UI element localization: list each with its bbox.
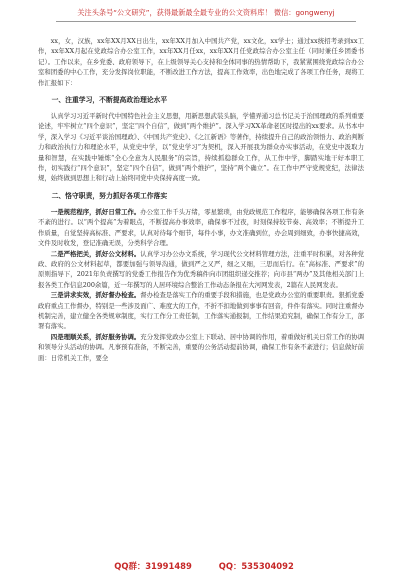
section-1-paragraph-1-text: 认真学习习近平新时代中国特色社会主义思想，用新思想武装头脑，学懂弄通习总书记关于治国理政的系列重要论述，牢牢树立“四个意识”，坚定“四个自信”，做到“两个维护”。深入学习XX革命老区时提出的xx要求。从书本中学，深入学习《习近平谈治国理政》、《中国共产党史》、《之江新语》等著作，持续提升自己的政治领悟力、政治判断力和政治执行力和理论水平，从党史中学，以“党史学习”为契机，深入开展我为群众办实事活动，在党史中汲取力量和智慧，在实践中锤炼“全心全意为人民服务”的宗旨，持续抓稳群众工作，从工作中学，脚踏实地干好本职工作，切实践行“四个意识”，坚定“四个自信”，做到“两个维护”，坚持“两个确立”。在工作中严守党规党纪，法律法规，始终做到思想上和行动上始终同党中央保持高度一致。 <box>38 112 364 183</box>
header-divider <box>56 21 356 22</box>
section-2-paragraph-1-text: 办公室工作千头万绪，零星繁琐，由党政规范工作程序，能够确保各项工作有条不紊的进行。以“两个提高”为着眼点，不断提高办事效率，确保事不过夜，时刻保持较节奏、高效率；不断提升工作质量，自觉坚持高标准、严要求，认真对待每个细节，每件小事，办文准确到位，办会周到细致，办事快捷高效，文件及时收发，登记准确无误，分类科学合理。 <box>38 207 365 248</box>
section-2-paragraph-2-lead: 二是严格把关，抓好公文材料。 <box>50 249 141 258</box>
section-1-paragraph-1 <box>38 111 364 184</box>
section-2-paragraph-3-lead: 三是讲求实效，抓好督办检查。 <box>50 291 141 300</box>
footer-qq-group: QQ群：31991489 <box>114 561 192 571</box>
section-2-paragraph-2 <box>38 249 364 291</box>
section-2-paragraph-3-text: 督办检查是落实工作的重要手段和措施，也是党政办公室的重要职责。狠抓党委政府重点工作督办，特别是一些涉及面广、难度大的工作，不折不扣地做到事事有回音，件件有落实。同时注重督办机制完善，建立健全各类规章制度，实行工作分工责任制，工作落实通报制，工作结果追究制，确保工作有分工，部署有落实。 <box>38 291 365 331</box>
section-2-paragraph-1 <box>38 207 364 249</box>
document-body <box>38 36 364 363</box>
section-2-paragraph-4-lead: 四是理顺关系，抓好服务协调。 <box>50 332 141 341</box>
section-heading-1: 一、注重学习，不断提高政治理论水平 <box>51 96 168 105</box>
section-2-paragraph-3 <box>38 290 364 332</box>
section-2-paragraph-1-lead: 一是规范程序，抓好日常工作。 <box>50 207 141 216</box>
section-2-paragraph-4-text: 充分发挥党政办公室上下联动、居中协调的作用，着重做好机关日常工作的协调和领导分头活动的协调。凡事预有准备，不断完善，重要的公务活动提前协调，确保工作有条不紊进行；信息做好前面：日常机关工作，要全 <box>38 332 365 362</box>
section-2-paragraph-4 <box>38 332 364 363</box>
header-banner: 关注头条号“公文研究”，获得最新最全最专业的公文资料库！ 微信：gongwenyj <box>77 8 335 17</box>
section-heading-2: 二、恪守职责，努力抓好各项工作落实 <box>51 191 168 200</box>
footer-contact <box>0 560 408 572</box>
section-2-paragraph-2-text: 认真学习办公办文系统，学习现代公文材料管理方法，注重平时积累，对各种党政、政府的公文材料起草，都要加强与领导沟通，做到严之又严，细之又细，三思而后行。在“高标准、严要求”的原则指导下，2021年负责撰写的党委工作报告作为优秀稿件向市团组织递交推荐；向市县“两办”及其他相关部门上报各类工作信息200余篇，近一年撰写的人居环境综合整治工作动态条报在大河网发表，2篇在人民网发表。 <box>38 249 365 289</box>
intro-paragraph: xx，女，汉族，xx年XX月XX日出生，xx年XX月加入中国共产党，xx文化，xx学士；通过xx统招考录到xx工作，xx年XX月起在党政综合办公室工作，xx年XX月任xx，xx年XX月任党政综合办公室主任（同时兼任乡团委书记）。工作以来，在乡党委、政府领导下，在上级领导关心支持和全体同事的热情帮助下，我紧紧围绕党政综合办公室和团委的中心工作，充分发挥岗位职能，不断改进工作方法，提高工作效率，出色地完成了各项工作任务，现将工作汇报如下： <box>38 37 364 87</box>
footer-qq-number: QQ：535304092 <box>218 561 294 571</box>
